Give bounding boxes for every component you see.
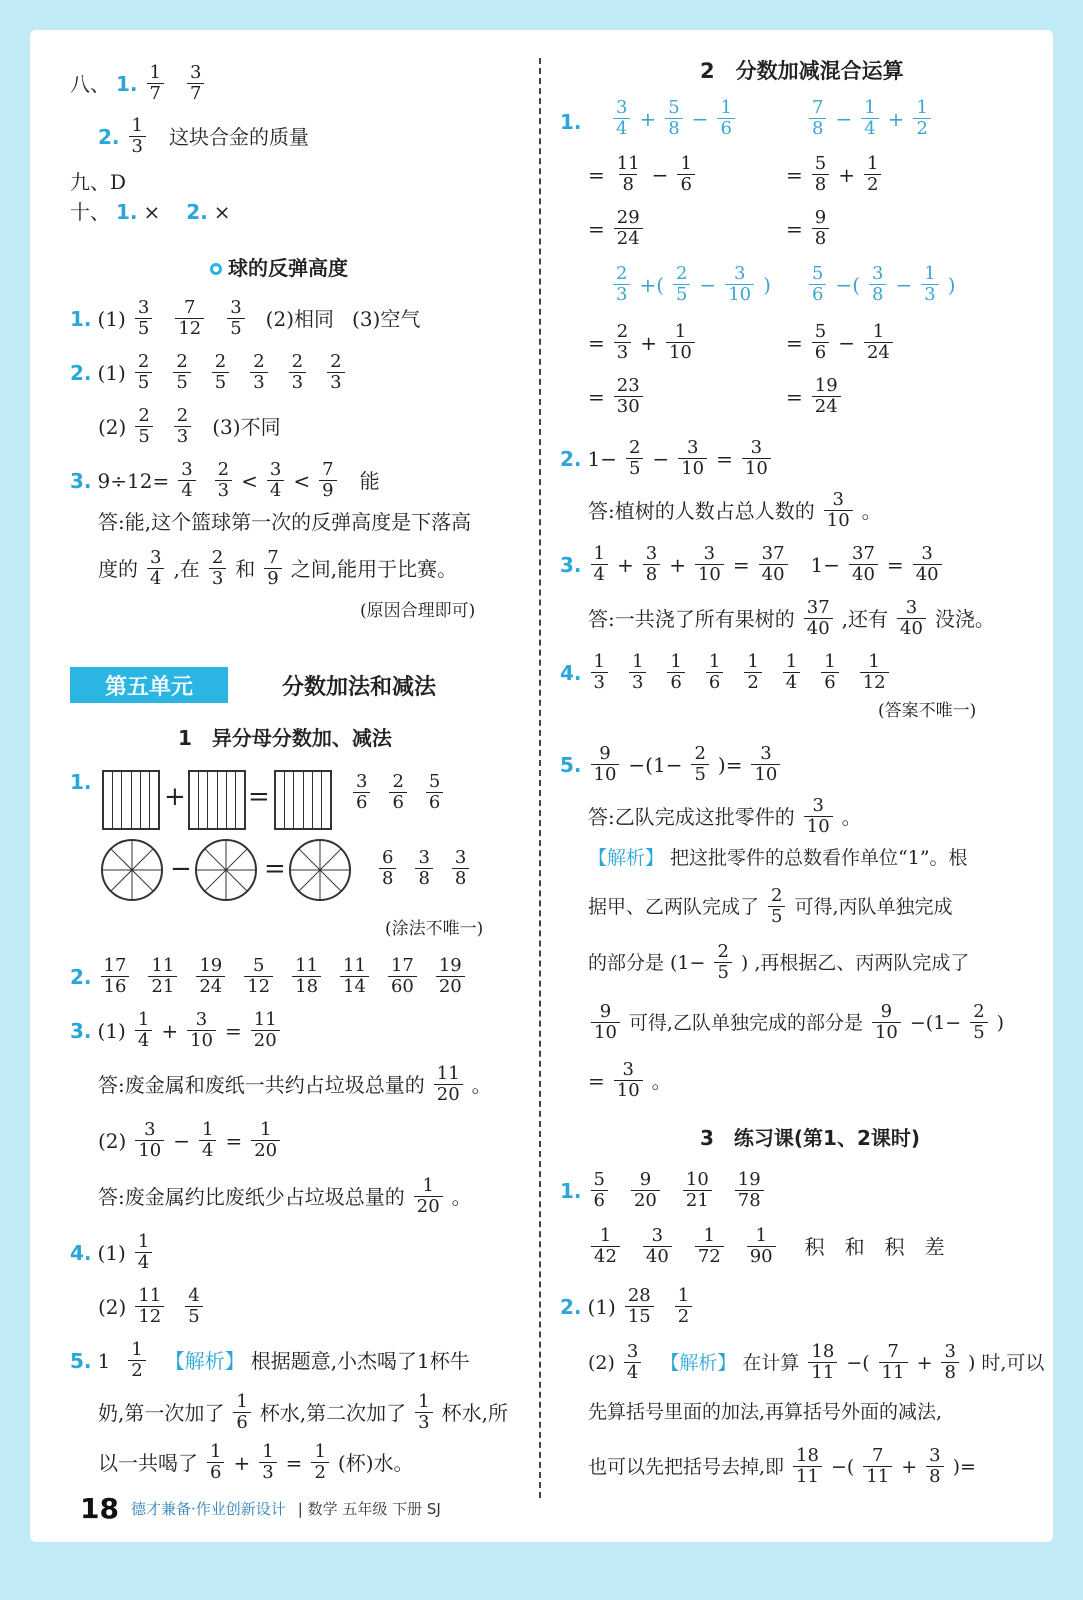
r5-analysis-1: 【解析】 把这批零件的总数看作单位“1”。根 xyxy=(588,847,968,869)
item-shi: 十、 1. × 2. × xyxy=(70,200,231,224)
q5-2: 奶,第一次加了 $\frac{1}{6}$ 杯水,第二次加了 $\frac{1}{3}$ 杯水,所 xyxy=(98,1391,508,1433)
circle-diagram xyxy=(288,838,352,902)
r5-analysis-4: $\frac{9}{10}$ 可得,乙队单独完成的部分是 $\frac{9}{10}$ −(1− $\frac{2}{5}$ ) xyxy=(588,1002,1004,1043)
ball-q2-2: (2) $\frac{2}{5}$ $\frac{2}{3}$ (3)不同 xyxy=(98,405,281,447)
q3-answer-1: 答:废金属和废纸一共约占垃圾总量的 $\frac{11}{20}$ 。 xyxy=(98,1063,492,1105)
section-2-title: 2 分数加减混合运算 xyxy=(700,59,904,83)
s2-2: (2) $\frac{3}{4}$ 【解析】 在计算 $\frac{18}{11}$ −( $\frac{7}{11}$ + $\frac{3}{8}$ ) 时,可以 xyxy=(588,1341,1045,1383)
q1-fractions-2: $\frac{6}{8}$ $\frac{3}{8}$ $\frac{3}{8}$ xyxy=(376,848,472,889)
unit-badge: 第五单元 xyxy=(70,667,228,703)
rect-diagram xyxy=(102,770,160,830)
r3-answer: 答:一共浇了所有果树的 $\frac{37}{40}$ ,还有 $\frac{3}{40}$ 没浇。 xyxy=(588,597,995,639)
column-divider xyxy=(539,58,541,1498)
circle-diagram xyxy=(194,838,258,902)
s1-row-2: $\frac{1}{42}$ $\frac{3}{40}$ $\frac{1}{72}$ $\frac{1}{90}$ 积 和 积 差 xyxy=(588,1226,945,1267)
section-3-title: 3 练习课(第1、2课时) xyxy=(700,1126,921,1150)
book-info: | 数学 五年级 下册 SJ xyxy=(297,1500,441,1518)
answer-page: 八、 1. $\frac{1}{7}$ $\frac{3}{7}$ 2. $\frac{1}{3}$ 这块合金的质量 九、D 十、 1. × 2. × 球的反弹高度 1. (1) $\frac{3}{5}$ $\frac{7}{12}$ $\frac{3}{5}$ (2)相同 (3)空气 2. (1) $\frac{2}{5}$ $\frac{2}{5}$ $\frac{2}{5}$ $\frac{2}{3}$ $\frac{2}{3}$ $\frac{2}{3}$ (2) $\frac{2}{5}$ $\frac{2}{3}$ (3)不同 3. 9÷12= $\frac{3}{4}$ $\frac{2}{3}$ < $\frac{3}{4}$ < $\frac{7}{9}$ 能 答:能,这个篮球第一次的反弹高度是下落高 度的 $\frac{3}{4}$ ,在 $\frac{2}{3}$ 和 $\frac{7}{9}$ 之间,能用于比赛。 (原因合理即可) 分数加法和减法 1 异分母分数加、减法 1. + = $\frac{3}{6}$ $\frac{2}{6}$ $\frac{5}{6}$ − = $\frac{6}{8}$ $\frac{3}{8}$ $\frac{3}{8}$ (涂法不唯一) 2. $\frac{17}{16}$ $\frac{11}{21}$ $\frac{19}{24}$ $\frac{5}{12}$ $\frac{11}{18}$ $\frac{11}{14}$ $\frac{17}{60}$ $\frac{19}{20}$ 3. (1) $\frac{1}{4}$ + $\frac{3}{10}$ = $\frac{11}{20}$ 答:废金属和废纸一共约占垃圾总量的 $\frac{11}{20}$ 。 (2) $\frac{3}{10}$ − $\frac{1}{4}$ = $\frac{1}{20}$ 答:废金属约比废纸少占垃圾总量的 $\frac{1}{20}$ 。 4. (1) $\frac{1}{4}$ (2) $\frac{11}{12}$ $\frac{4}{5}$ 5. 1 $\frac{1}{2}$ 【解析】 根据题意,小杰喝了1杯牛 奶,第一次加了 $\frac{1}{6}$ 杯水,第二次加了 $\frac{1}{3}$ 杯水,所 以一共喝了 $\frac{1}{6}$ + $\frac{1}{3}$ = $\frac{1}{2}$ (杯)水。 第五单元 2 分数加减混合运算 1. $\frac{3}{4}$ + $\frac{5}{8}$ − $\frac{1}{6}$ $\frac{7}{8}$ − $\frac{1}{4}$ + $\frac{1}{2}$ = $\frac{11}{8}$ − $\frac{1}{6}$ = $\frac{5}{8}$ + $\frac{1}{2}$ = $\frac{29}{24}$ = $\frac{9}{8}$ $\frac{2}{3}$ +( $\frac{2}{5}$ − $\frac{3}{10}$ ) $\frac{5}{6}$ −( $\frac{3}{8}$ − $\frac{1}{3}$ ) = $\frac{2}{3}$ + $\frac{1}{10}$ = $\frac{5}{6}$ − $\frac{1}{24}$ = $\frac{23}{30}$ = $\frac{19}{24}$ 2. 1− $\frac{2}{5}$ − $\frac{3}{10}$ = $\frac{3}{10}$ 答:植树的人数占总人数的 $\frac{3}{10}$ 。 3. $\frac{1}{4}$ + $\frac{3}{8}$ + $\frac{3}{10}$ = $\frac{37}{40}$ 1− $\frac{37}{40}$ = $\frac{3}{40}$ 答:一共浇了所有果树的 $\frac{37}{40}$ ,还有 $\frac{3}{40}$ 没浇。 4. $\frac{1}{3}$ $\frac{1}{3}$ $\frac{1}{6}$ $\frac{1}{6}$ $\frac{1}{2}$ $\frac{1}{4}$ $\frac{1}{6}$ $\frac{1}{12}$ (答案不唯一) 5. $\frac{9}{10}$ −(1− $\frac{2}{5}$ )= $\frac{3}{10}$ 答:乙队完成这批零件的 $\frac{3}{10}$ 。 【解析】 把这批零件的总数看作单位“1”。根 据甲、乙两队完成了 $\frac{2}{5}$ 可得,丙队单独完成 的部分是 (1− $\frac{2}{5}$ ) ,再根据乙、丙两队完成了 $\frac{9}{10}$ 可得,乙队单独完成的部分是 $\frac{9}{10}$ −(1− $\frac{2}{5}$ ) = $\frac{3}{10}$ 。 3 练习课(第1、2课时) 1. $\frac{5}{6}$ $\frac{9}{20}$ $\frac{10}{21}$ $\frac{19}{78}$ $\frac{1}{42}$ $\frac{3}{40}$ $\frac{1}{72}$ $\frac{1}{90}$ 积 和 积 差 2. (1) $\frac{28}{15}$ $\frac{1}{2}$ (2) $\frac{3}{4}$ 【解析】 在计算 $\frac{18}{11}$ −( $\frac{7}{11}$ + $\frac{3}{8}$ ) 时,可以 先算括号里面的加法,再算括号外面的减法, 也可以先把括号去掉,即 $\frac{18}{11}$ −( $\frac{7}{11}$ + $\frac{3}{8}$ )= 18 德才兼备·作业创新设计 | 数学 五年级 下册 SJ xyxy=(30,30,1053,1542)
page-footer xyxy=(80,1492,441,1525)
fraction: $\frac{3}{7}$ xyxy=(187,63,204,104)
s1-row-1: 1. $\frac{5}{6}$ $\frac{9}{20}$ $\frac{10}{21}$ $\frac{19}{78}$ xyxy=(560,1170,767,1211)
fraction: $\frac{1}{3}$ xyxy=(129,116,146,157)
ball-q1: 1. (1) $\frac{3}{5}$ $\frac{7}{12}$ $\frac{3}{5}$ (2)相同 (3)空气 xyxy=(70,297,421,339)
r5-analysis-2: 据甲、乙两队完成了 $\frac{2}{5}$ 可得,丙队单独完成 xyxy=(588,885,953,927)
q5-1: 5. 1 $\frac{1}{2}$ 【解析】 根据题意,小杰喝了1杯牛 xyxy=(70,1339,470,1381)
q4-2: (2) $\frac{11}{12}$ $\frac{4}{5}$ xyxy=(98,1286,206,1327)
r5-analysis-5: = $\frac{3}{10}$ 。 xyxy=(588,1059,672,1101)
rect-diagram xyxy=(188,770,246,830)
r1-a-expr: $\frac{3}{4}$ + $\frac{5}{8}$ − $\frac{1}{6}$ xyxy=(610,98,738,139)
s2-analysis-2: 先算括号里面的加法,再算括号外面的减法, xyxy=(588,1401,943,1423)
r1-c-result: = $\frac{23}{30}$ xyxy=(588,376,646,417)
circle-bullet-icon xyxy=(210,263,222,275)
q3-1: 3. (1) $\frac{1}{4}$ + $\frac{3}{10}$ = $\frac{11}{20}$ xyxy=(70,1010,283,1051)
r1-a-step1: = $\frac{11}{8}$ − $\frac{1}{6}$ xyxy=(588,154,698,195)
series-title: 德才兼备·作业创新设计 xyxy=(130,1500,286,1518)
ball-q3-note: (原因合理即可) xyxy=(360,601,476,621)
item-ba-2: 2. $\frac{1}{3}$ 这块合金的质量 xyxy=(98,115,309,157)
r1-d-expr: $\frac{5}{6}$ −( $\frac{3}{8}$ − $\frac{1}{3}$ ) xyxy=(806,264,956,305)
r1-c-step1: = $\frac{2}{3}$ + $\frac{1}{10}$ xyxy=(588,322,698,363)
ball-section-title: 球的反弹高度 xyxy=(210,252,348,281)
r2: 2. 1− $\frac{2}{5}$ − $\frac{3}{10}$ = $\frac{3}{10}$ xyxy=(560,438,774,479)
r1-d-result: = $\frac{19}{24}$ xyxy=(786,376,844,417)
page-number: 18 xyxy=(80,1492,119,1525)
r1-b-step1: = $\frac{5}{8}$ + $\frac{1}{2}$ xyxy=(786,154,884,195)
r2-answer: 答:植树的人数占总人数的 $\frac{3}{10}$ 。 xyxy=(588,489,882,531)
q1-label: 1. xyxy=(70,770,92,794)
q3-answer-2: 答:废金属约比废纸少占垃圾总量的 $\frac{1}{20}$ 。 xyxy=(98,1175,472,1217)
item-jiu: 九、D xyxy=(70,170,127,194)
ball-q3-answer-2: 度的 $\frac{3}{4}$ ,在 $\frac{2}{3}$ 和 $\frac{7}{9}$ 之间,能用于比赛。 xyxy=(98,547,458,589)
unit-title: 分数加法和减法 xyxy=(282,675,437,700)
s2-1: 2. (1) $\frac{28}{15}$ $\frac{1}{2}$ xyxy=(560,1286,695,1327)
r1-a-result: = $\frac{29}{24}$ xyxy=(588,208,646,249)
q3-2: (2) $\frac{3}{10}$ − $\frac{1}{4}$ = $\frac{1}{20}$ xyxy=(98,1120,283,1161)
r3: 3. $\frac{1}{4}$ + $\frac{3}{8}$ + $\frac{3}{10}$ = $\frac{37}{40}$ 1− $\frac{37}{40}$ = $\frac{3}{40}$ xyxy=(560,544,945,585)
rect-diagram xyxy=(274,770,332,830)
q4-1: 4. (1) $\frac{1}{4}$ xyxy=(70,1232,155,1273)
q1-note: (涂法不唯一) xyxy=(385,919,484,939)
r1-c-expr: $\frac{2}{3}$ +( $\frac{2}{5}$ − $\frac{3}{10}$ ) xyxy=(610,264,771,305)
fraction: $\frac{1}{7}$ xyxy=(147,63,164,104)
r1-label: 1. xyxy=(560,110,582,134)
q5-3: 以一共喝了 $\frac{1}{6}$ + $\frac{1}{3}$ = $\frac{1}{2}$ (杯)水。 xyxy=(98,1441,414,1483)
r1-b-expr: $\frac{7}{8}$ − $\frac{1}{4}$ + $\frac{1}{2}$ xyxy=(806,98,934,139)
q1-fractions-1: $\frac{3}{6}$ $\frac{2}{6}$ $\frac{5}{6}$ xyxy=(350,772,446,813)
r1-d-step1: = $\frac{5}{6}$ − $\frac{1}{24}$ xyxy=(786,322,896,363)
r4-note: (答案不唯一) xyxy=(878,701,977,721)
ball-q3-answer-1: 答:能,这个篮球第一次的反弹高度是下落高 xyxy=(98,510,472,534)
ball-q2: 2. (1) $\frac{2}{5}$ $\frac{2}{5}$ $\frac{2}{5}$ $\frac{2}{3}$ $\frac{2}{3}$ $\frac{2}{3}$ xyxy=(70,352,348,393)
circle-diagram xyxy=(100,838,164,902)
r4: 4. $\frac{1}{3}$ $\frac{1}{3}$ $\frac{1}{6}$ $\frac{1}{6}$ $\frac{1}{2}$ $\frac{1}{4}$ $\frac{1}{6}$ $\frac{1}{12}$ xyxy=(560,652,892,693)
r1-b-result: = $\frac{9}{8}$ xyxy=(786,208,832,249)
r5-answer: 答:乙队完成这批零件的 $\frac{3}{10}$ 。 xyxy=(588,795,862,837)
q2: 2. $\frac{17}{16}$ $\frac{11}{21}$ $\frac{19}{24}$ $\frac{5}{12}$ $\frac{11}{18}$ $\frac{11}{14}$ $\frac{17}{60}$ $\frac{19}{20}$ xyxy=(70,956,468,997)
item-ba-1: 八、 1. $\frac{1}{7}$ $\frac{3}{7}$ xyxy=(70,63,207,104)
s2-analysis-3: 也可以先把括号去掉,即 $\frac{18}{11}$ −( $\frac{7}{11}$ + $\frac{3}{8}$ )= xyxy=(588,1445,976,1487)
section-1-title: 1 异分母分数加、减法 xyxy=(178,726,392,750)
r5-analysis-3: 的部分是 (1− $\frac{2}{5}$ ) ,再根据乙、丙两队完成了 xyxy=(588,941,970,983)
ball-q3: 3. 9÷12= $\frac{3}{4}$ $\frac{2}{3}$ < $\frac{3}{4}$ < $\frac{7}{9}$ 能 xyxy=(70,459,380,501)
r5: 5. $\frac{9}{10}$ −(1− $\frac{2}{5}$ )= $\frac{3}{10}$ xyxy=(560,744,783,785)
